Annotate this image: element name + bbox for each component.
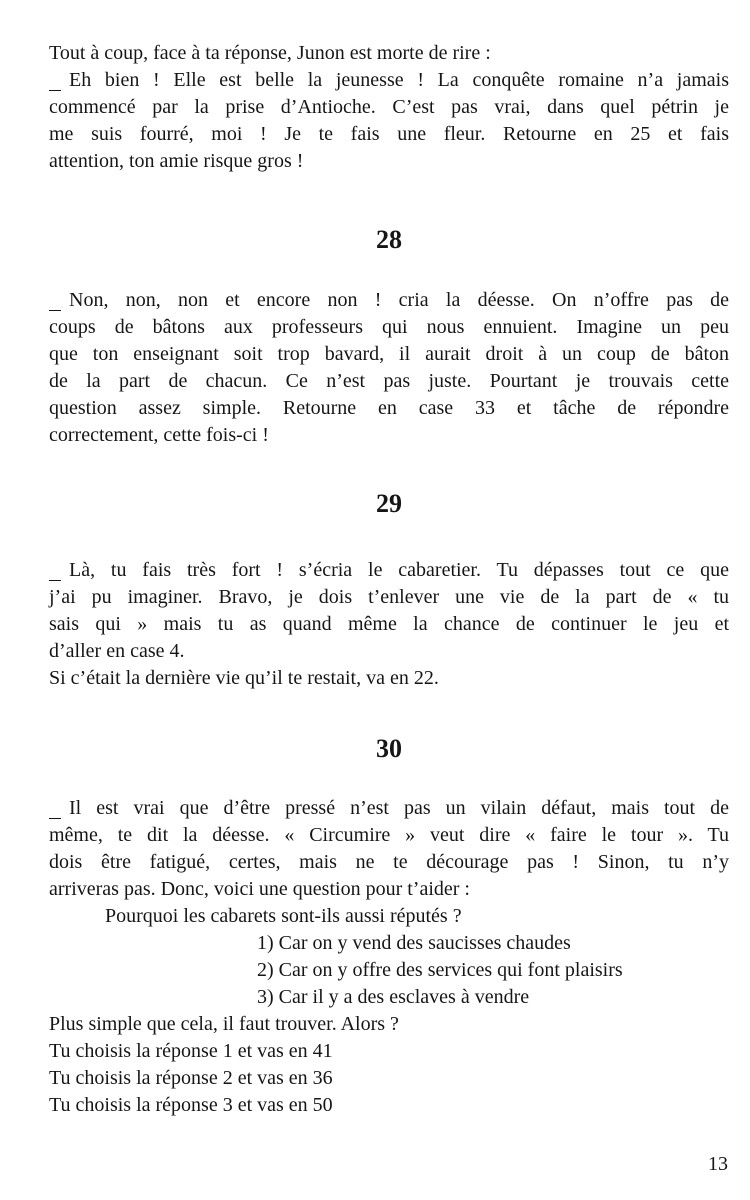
intro-block xyxy=(49,40,729,175)
intro-line: commencé par la prise d’Antioche. C’est pas vrai, dans quel pétrin je xyxy=(49,96,729,118)
choice-line: 1) Car on y vend des saucisses chaudes xyxy=(257,932,571,954)
paragraph-line: arriveras pas. Donc, voici une question pour t’aider : xyxy=(49,878,470,900)
question-line: Pourquoi les cabarets sont-ils aussi réputés ? xyxy=(105,905,462,927)
answer-line: Tu choisis la réponse 3 et vas en 50 xyxy=(49,1094,333,1116)
paragraph-line: j’ai pu imaginer. Bravo, je dois t’enlever une vie de la part de « tu xyxy=(49,586,729,608)
section-number-28: 28 xyxy=(376,225,402,254)
paragraph-line: sais qui » mais tu as quand même la chance de continuer le jeu et xyxy=(49,613,729,635)
paragraph-line: Non, non, non et encore non ! cria la déesse. On n’offre pas de xyxy=(69,289,729,311)
intro-line: Eh bien ! Elle est belle la jeunesse ! La conquête romaine n’a jamais xyxy=(69,69,729,91)
section-30-text xyxy=(49,795,729,1119)
paragraph-line: même, te dit la déesse. « Circumire » veut dire « faire le tour ». Tu xyxy=(49,824,729,846)
intro-line: me suis fourré, moi ! Je te fais une fleur. Retourne en 25 et fais xyxy=(49,123,729,145)
paragraph-line: que ton enseignant soit trop bavard, il aurait droit à un coup de bâton xyxy=(49,343,729,365)
section-29-text xyxy=(49,557,729,692)
paragraph-line: d’aller en case 4. xyxy=(49,640,185,662)
section-28-text xyxy=(49,287,729,449)
intro-line: attention, ton amie risque gros ! xyxy=(49,150,304,172)
section-number-30: 30 xyxy=(376,734,402,763)
choice-line: 3) Car il y a des esclaves à vendre xyxy=(257,986,530,1008)
paragraph-line: correctement, cette fois-ci ! xyxy=(49,424,269,446)
paragraph-line: question assez simple. Retourne en case 33 et tâche de répondre xyxy=(49,397,729,419)
page-number: 13 xyxy=(708,1153,728,1175)
answer-line: Tu choisis la réponse 2 et vas en 36 xyxy=(49,1067,333,1089)
paragraph-line: coups de bâtons aux professeurs qui nous ennuient. Imagine un peu xyxy=(49,316,729,338)
intro-lead: Tout à coup, face à ta réponse, Junon est morte de rire : xyxy=(49,42,491,64)
paragraph-line: Si c’était la dernière vie qu’il te restait, va en 22. xyxy=(49,667,439,689)
paragraph-line: de la part de chacun. Ce n’est pas juste. Pourtant je trouvais cette xyxy=(49,370,729,392)
choice-line: 2) Car on y offre des services qui font plaisirs xyxy=(257,959,623,981)
paragraph-line: dois être fatigué, certes, mais ne te décourage pas ! Sinon, tu n’y xyxy=(49,851,729,873)
paragraph-line: Là, tu fais très fort ! s’écria le cabaretier. Tu dépasses tout ce que xyxy=(69,559,729,581)
answer-line: Tu choisis la réponse 1 et vas en 41 xyxy=(49,1040,333,1062)
prompt-line: Plus simple que cela, il faut trouver. Alors ? xyxy=(49,1013,399,1035)
paragraph-line: Il est vrai que d’être pressé n’est pas un vilain défaut, mais tout de xyxy=(69,797,729,819)
section-number-29: 29 xyxy=(376,489,402,518)
